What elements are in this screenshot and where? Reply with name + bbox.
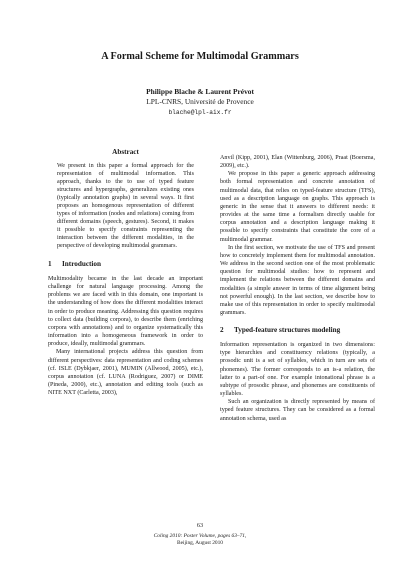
- paragraph: Such an organization is directly represented by means of typed feature structures. They can be considered as a formal annotation schema, used as: [220, 399, 375, 422]
- paper-affiliation: LPL-CNRS, Université de Provence: [146, 97, 254, 106]
- section-number: 1: [48, 260, 52, 268]
- paragraph: Anvil (Kipp, 2001), Elan (Wittenburg, 2006), Praat (Boersma, 2009), etc.).: [220, 155, 375, 170]
- left-column: [48, 148, 203, 397]
- page-number: 63: [196, 522, 204, 529]
- right-column: [220, 154, 375, 423]
- venue-line: Coling 2010: Poster Volume, pages 63–71,: [153, 533, 247, 539]
- section-heading-introduction: [48, 260, 203, 268]
- section-title: Typed-feature structures modeling: [234, 326, 341, 335]
- paper-email: blache@lpl-aix.fr: [168, 109, 232, 116]
- paragraph: We propose in this paper a generic approach addressing both formal representation and concrete annotation of multimodal data, that relies on typed-feature structure (TFS), used as a description language on graphs. This approach is generic in the sense that it answers to different needs: it provides at the same time a formalism directly usable for corpus annotation and a description language making it possible to specify constraints that constitute the core of a multimodal grammar.: [220, 171, 375, 243]
- section-number: 2: [220, 326, 224, 335]
- abstract-text: We present in this paper a formal approach for the representation of multimodal information. This approach, thanks to the to use of typed feature structures and hypergraphs, generalizes existing ones (typically annotation graphs) in several ways. It first proposes an homogenous representation of different types of information (nodes and relations) coming from different domains (speech, gestures). Second, it makes it possible to specify constraints representing the interaction between the different modalities, in the perspective of developing multimodal grammars.: [57, 163, 194, 249]
- paragraph: In the first section, we motivate the use of TFS and present how to concretely implement them for multimodal annotation. We address in the second section one of the most problematic question for multimodal studies: how to represent and implement the relations between the different domains and modalities (a simple answer in terms of time alignment being not powerful enough). In the last section, we describe how to make use of this representation in order to specify multimodal grammars.: [220, 244, 375, 316]
- abstract-heading: Abstract: [112, 148, 139, 156]
- paper-title: A Formal Scheme for Multimodal Grammars: [101, 51, 299, 62]
- section-heading-typed-feature-structures: [220, 326, 375, 334]
- section-title: Introduction: [62, 260, 102, 268]
- paragraph: Information representation is organized in two dimensions: type hierarchies and constituency relations (typically, a prosodic unit is a set of syllables, which in turn are sets of phonemes). The former corresponds to an is-a relation, the latter to a part-of one. For example intonational phrase is a subtype of prosodic phrase, and phonemes are constituents of syllables.: [220, 342, 375, 398]
- venue-location: Beijing, August 2010: [177, 539, 223, 546]
- page-footer: [0, 522, 400, 546]
- paragraph: Multimodality became in the last decade an important challenge for natural language processing. Among the problems we are faced with in this domain, one important is the understanding of how does the different modalities interact in order to produce meaning. Addressing this question requires to collect data (building corpora), to describe them (enriching corpora with annotations) and to organize systematically this information into a homogeneous framework in order to produce, ideally, multimodal grammars.: [48, 276, 203, 348]
- paper-authors: Philippe Blache & Laurent Prévot: [146, 87, 254, 96]
- paragraph: Many international projects address this question from different perspectives: data representation and coding schemes (cf. ISLE (Dybkjaer, 2001), MUMIN (Allwood, 2005), etc.), corpus annotation (cf. LUNA (Rodriguez, 2007) or DIME (Pineda, 2000), etc.), annotation and editing tools (such as NITE NXT (Carletta, 2003),: [48, 349, 203, 397]
